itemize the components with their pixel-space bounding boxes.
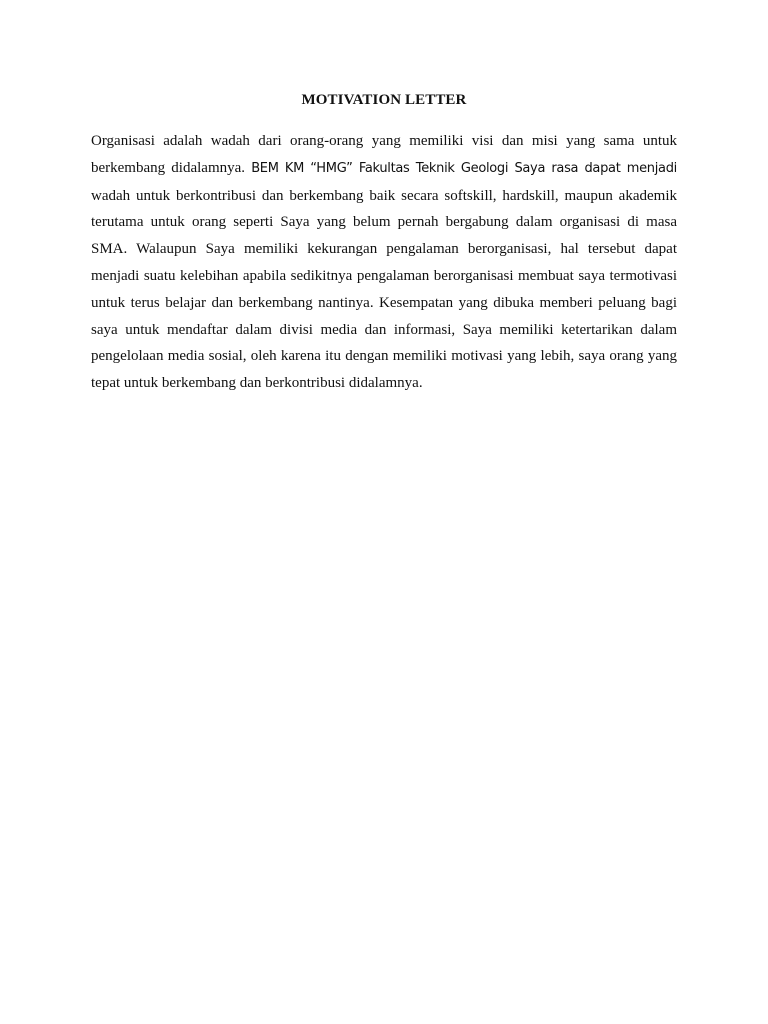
paragraph-line-last: tepat untuk berkembang dan berkontribusi didalamnya. bbox=[91, 375, 423, 392]
paragraph-line: untuk terus belajar dan berkembang nantinya. Kesempatan yang dibuka memberi peluang bagi bbox=[91, 294, 677, 311]
line-segment-serif: berkembang didalamnya. bbox=[91, 159, 252, 176]
paragraph-line: Organisasi adalah wadah dari orang-orang yang memiliki visi dan misi yang sama untuk bbox=[91, 133, 677, 149]
paragraph-line: saya untuk mendaftar dalam divisi media dan informasi, Saya memiliki ketertarikan dalam bbox=[91, 321, 677, 338]
paragraph-line: terutama untuk orang seperti Saya yang belum pernah bergabung dalam organisasi di masa bbox=[91, 214, 677, 231]
paragraph-line: pengelolaan media sosial, oleh karena itu dengan memiliki motivasi yang lebih, saya orang yang bbox=[91, 348, 677, 365]
line-segment-sans: BEM KM “HMG” Fakultas Teknik Geologi Saya rasa dapat menjadi bbox=[251, 160, 677, 176]
paragraph-line: menjadi suatu kelebihan apabila sedikitnya pengalaman berorganisasi membuat saya termotivasi bbox=[91, 267, 677, 284]
paragraph-line: wadah untuk berkontribusi dan berkembang baik secara softskill, hardskill, maupun akademik bbox=[91, 187, 677, 204]
paragraph-line bbox=[91, 155, 677, 183]
paragraph-line: SMA. Walaupun Saya memiliki kekurangan pengalaman berorganisasi, hal tersebut dapat bbox=[91, 241, 677, 258]
body-paragraph bbox=[91, 128, 677, 397]
page-title: MOTIVATION LETTER bbox=[301, 92, 467, 108]
